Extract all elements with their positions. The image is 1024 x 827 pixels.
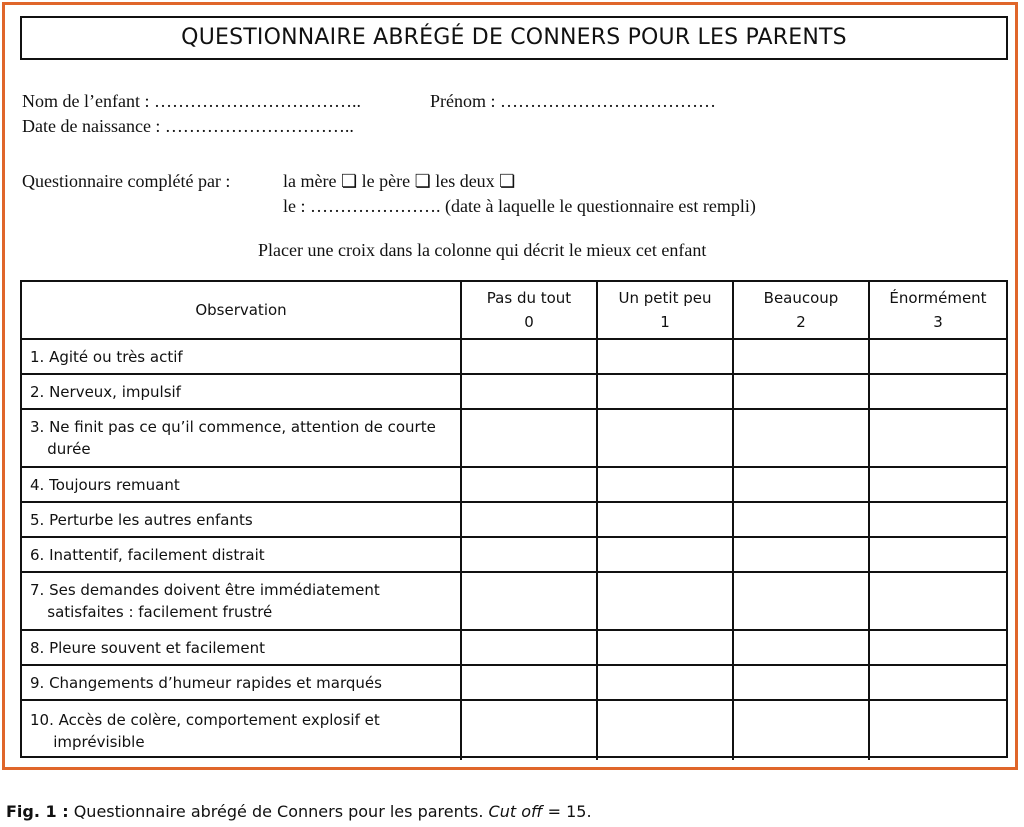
column-header-0: [462, 282, 598, 340]
answer-cell[interactable]: [734, 503, 870, 538]
caption-cutoff-value: = 15.: [542, 802, 592, 821]
column-score: 2: [796, 313, 806, 331]
answer-cell[interactable]: [734, 666, 870, 701]
answer-cell[interactable]: [734, 631, 870, 666]
answer-cell[interactable]: [870, 631, 1006, 666]
table-row-label: 1. Agité ou très actif: [22, 340, 462, 375]
answer-cell[interactable]: [870, 573, 1006, 631]
answer-cell[interactable]: [462, 340, 598, 375]
table-row-label: 4. Toujours remuant: [22, 468, 462, 503]
column-header-1: [598, 282, 734, 340]
answer-cell[interactable]: [598, 573, 734, 631]
figure-caption: [6, 802, 592, 821]
observation-header: [22, 282, 462, 340]
answer-cell[interactable]: [734, 573, 870, 631]
answer-cell[interactable]: [462, 666, 598, 701]
table-row-label: 5. Perturbe les autres enfants: [22, 503, 462, 538]
answer-cell[interactable]: [734, 701, 870, 760]
table-row-label: 3. Ne finit pas ce qu’il commence, attention de courte durée: [22, 410, 462, 468]
answer-cell[interactable]: [598, 340, 734, 375]
answer-cell[interactable]: [598, 666, 734, 701]
table-row-label: 8. Pleure souvent et facilement: [22, 631, 462, 666]
birthdate-field: Date de naissance : …………………………..: [22, 116, 354, 136]
column-score: 1: [660, 313, 670, 331]
observation-header-label: Observation: [195, 301, 287, 319]
answer-cell[interactable]: [870, 410, 1006, 468]
instruction-text: Placer une croix dans la colonne qui décrit le mieux cet enfant: [258, 240, 707, 260]
answer-cell[interactable]: [598, 701, 734, 760]
child-name-field: Nom de l’enfant : ……………………………..: [22, 91, 361, 111]
column-label: Beaucoup: [763, 289, 839, 307]
completion-date-field: le : …………………. (date à laquelle le questionnaire est rempli): [283, 196, 756, 216]
completed-by-options: la mère ❏ le père ❏ les deux ❏: [283, 171, 516, 191]
answer-cell[interactable]: [870, 701, 1006, 760]
table-row-label: 6. Inattentif, facilement distrait: [22, 538, 462, 573]
column-label: Énormément: [889, 289, 987, 307]
answer-cell[interactable]: [462, 410, 598, 468]
caption-text: Questionnaire abrégé de Conners pour les parents.: [68, 802, 489, 821]
answer-cell[interactable]: [462, 538, 598, 573]
answer-cell[interactable]: [734, 538, 870, 573]
completed-by-label: Questionnaire complété par :: [22, 171, 231, 191]
answer-cell[interactable]: [462, 573, 598, 631]
document-title: QUESTIONNAIRE ABRÉGÉ DE CONNERS POUR LES PARENTS: [20, 16, 1008, 60]
answer-cell[interactable]: [598, 375, 734, 410]
column-label: Un petit peu: [618, 289, 712, 307]
answer-cell[interactable]: [870, 666, 1006, 701]
column-label: Pas du tout: [486, 289, 572, 307]
answer-cell[interactable]: [870, 375, 1006, 410]
answer-cell[interactable]: [734, 340, 870, 375]
column-header-2: [734, 282, 870, 340]
column-score: 0: [524, 313, 534, 331]
answer-cell[interactable]: [598, 538, 734, 573]
table-row-label: 9. Changements d’humeur rapides et marqués: [22, 666, 462, 701]
table-row-label: 10. Accès de colère, comportement explosif et imprévisible: [22, 701, 462, 760]
caption-fig-label: Fig. 1 :: [6, 802, 69, 821]
column-header-3: [870, 282, 1006, 340]
answer-cell[interactable]: [462, 468, 598, 503]
answer-cell[interactable]: [462, 701, 598, 760]
answer-cell[interactable]: [462, 375, 598, 410]
first-name-field: Prénom : ………………………………: [430, 91, 716, 111]
answer-cell[interactable]: [870, 468, 1006, 503]
answer-cell[interactable]: [598, 468, 734, 503]
answer-cell[interactable]: [598, 631, 734, 666]
table-row-label: 7. Ses demandes doivent être immédiatement satisfaites : facilement frustré: [22, 573, 462, 631]
table-row-label: 2. Nerveux, impulsif: [22, 375, 462, 410]
answer-cell[interactable]: [734, 375, 870, 410]
answer-cell[interactable]: [870, 340, 1006, 375]
answer-cell[interactable]: [870, 538, 1006, 573]
answer-cell[interactable]: [598, 410, 734, 468]
caption-cutoff-italic: Cut off: [488, 802, 543, 821]
answer-cell[interactable]: [462, 503, 598, 538]
answer-cell[interactable]: [598, 503, 734, 538]
answer-cell[interactable]: [734, 468, 870, 503]
answer-cell[interactable]: [462, 631, 598, 666]
column-score: 3: [933, 313, 943, 331]
questionnaire-table: [20, 280, 1008, 758]
answer-cell[interactable]: [870, 503, 1006, 538]
answer-cell[interactable]: [734, 410, 870, 468]
